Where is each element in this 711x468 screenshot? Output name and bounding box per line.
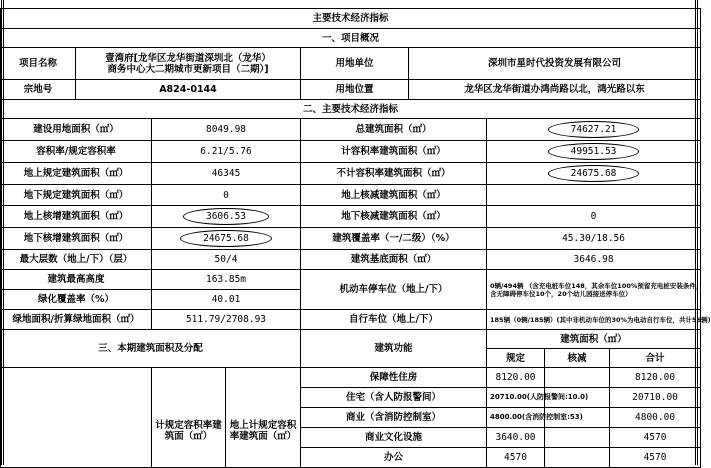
area-verify: [545, 448, 610, 468]
indicator-label: 计容积率建筑面积（㎡）: [301, 141, 487, 163]
location-label: 用地位置: [301, 80, 409, 100]
circled-value: 24675.68: [180, 230, 272, 247]
indicator-label: 建筑最高高度: [1, 270, 152, 290]
indicator-label: 建筑覆盖率（一/二级）（%）: [301, 228, 487, 250]
indicator-label: 地上规定建筑面积（㎡）: [1, 163, 152, 185]
circled-value: 3606.53: [183, 208, 269, 225]
indicator-label: 地下核减建筑面积（㎡）: [301, 206, 487, 228]
function-name: 保障性住房: [301, 368, 487, 388]
indicator-value: [152, 206, 301, 228]
indicator-label: 容积率/规定容积率: [1, 141, 152, 163]
left-double-border: [1, 0, 4, 465]
circled-value: 24675.68: [548, 165, 640, 182]
indicator-value: 45.30/18.56: [487, 228, 701, 250]
indicator-value: 511.79/2708.93: [152, 310, 301, 330]
indicator-label: 绿化覆盖率（%）: [1, 290, 152, 310]
function-name: 商业（含消防控制室）: [301, 408, 487, 428]
right-double-border: [695, 0, 698, 465]
area-total: 20710.00: [610, 388, 701, 408]
parking-line1: 0辆/494辆 （含充电桩车位148，其余车位100%预留充电桩安装条件，: [490, 281, 703, 290]
indicator-label: 最大层数（地上/下）（层）: [1, 250, 152, 270]
area-total: 8120.00: [610, 368, 701, 388]
project-name-line2: 商务中心大二期城市更新项目（二期）]: [107, 63, 269, 75]
function-name: 住宅（含人防报警间）: [301, 388, 487, 408]
area-regulated: 3640.00: [487, 428, 545, 448]
indicator-value: 46345: [152, 163, 301, 185]
parcel-label: 宗地号: [1, 80, 76, 100]
area-regulated: 4570: [487, 448, 545, 468]
indicator-value: 50/4: [152, 250, 301, 270]
indicator-value: 6.21/5.76: [152, 141, 301, 163]
indicator-label: 不计容积率建筑面积（㎡）: [301, 163, 487, 185]
indicator-label: 地下规定建筑面积（㎡）: [1, 185, 152, 206]
indicator-value: 0: [487, 206, 701, 228]
indicator-table: [0, 8, 711, 468]
indicator-label: 地上核增建筑面积（㎡）: [1, 206, 152, 228]
project-name-value: [76, 48, 301, 80]
area-header: 建筑面积（㎡）: [487, 330, 701, 349]
indicator-value: [487, 185, 701, 206]
indicator-label: 建筑基底面积（㎡）: [301, 250, 487, 270]
indicator-value: 40.01: [152, 290, 301, 310]
circled-value: 74627.21: [548, 121, 640, 138]
indicator-label: 地下核增建筑面积（㎡）: [1, 228, 152, 250]
area-total: 4800.00: [610, 408, 701, 428]
parking-label: 机动车停车位（地上/下）: [301, 270, 487, 310]
area-verify: [545, 428, 610, 448]
area-regulated: 20710.00(人防报警间:10.0): [487, 388, 545, 408]
indicator-value: 8049.98: [152, 119, 301, 141]
circled-value: 49951.53: [548, 143, 640, 160]
land-unit-label: 用地单位: [301, 48, 409, 80]
location-value: 龙华区龙华街道办鸿尚路以北，鸿光路以东: [409, 80, 701, 100]
indicator-value: 185辆（0辆/185辆）(其中非机动车位的30%为电动自行车位，共计56辆): [487, 310, 701, 330]
indicator-label: 地上核减建筑面积（㎡）: [301, 185, 487, 206]
indicator-value: [152, 228, 301, 250]
parcel-value: A824-0144: [76, 80, 301, 100]
area-total: 4570: [610, 428, 701, 448]
area-regulated: 8120.00: [487, 368, 545, 388]
parking-value: [487, 270, 701, 310]
area-total: 4570: [610, 448, 701, 468]
indicator-value: [487, 163, 701, 185]
land-unit-value: 深圳市星时代投资发展有限公司: [409, 48, 701, 80]
col-regulated: 规定: [487, 349, 545, 368]
function-name: 办公: [301, 448, 487, 468]
blank-cell: [1, 368, 152, 468]
indicator-label: 自行车位（地上/下）: [301, 310, 487, 330]
col-total: 合计: [610, 349, 701, 368]
function-name: 商业文化设施: [301, 428, 487, 448]
indicator-value: 163.85m: [152, 270, 301, 290]
project-name-label: 项目名称: [1, 48, 76, 80]
section2-header: 二、主要技术经济指标: [1, 100, 701, 119]
indicator-value: 0: [152, 185, 301, 206]
indicator-label: 总建筑面积（㎡）: [301, 119, 487, 141]
col-verify: 核减: [545, 349, 610, 368]
project-name-line1: 壹湾府[龙华区龙华街道深圳北（龙华）: [105, 52, 271, 64]
section1-header: 一、项目概况: [1, 29, 701, 48]
col-b-label: 地上计规定容积率建筑面（㎡）: [226, 368, 301, 468]
indicator-value: [487, 141, 701, 163]
indicator-value: 3646.98: [487, 250, 701, 270]
table-title: 主要技术经济指标: [1, 9, 701, 29]
area-verify: [545, 368, 610, 388]
area-regulated: 4800.00(含消防控制室:53): [487, 408, 545, 428]
indicator-label: 建设用地面积（㎡）: [1, 119, 152, 141]
section3-header: 三、本期建筑面积及分配: [1, 330, 301, 368]
col-a-label: 计规定容积率建筑面（㎡）: [152, 368, 226, 468]
function-header: 建筑功能: [301, 330, 487, 368]
parking-line2: 含无障碍停车位10个，20个幼儿园接送停车位）: [490, 289, 632, 298]
indicator-value: [487, 119, 701, 141]
indicator-label: 绿地面积/折算绿地面积（㎡）: [1, 310, 152, 330]
